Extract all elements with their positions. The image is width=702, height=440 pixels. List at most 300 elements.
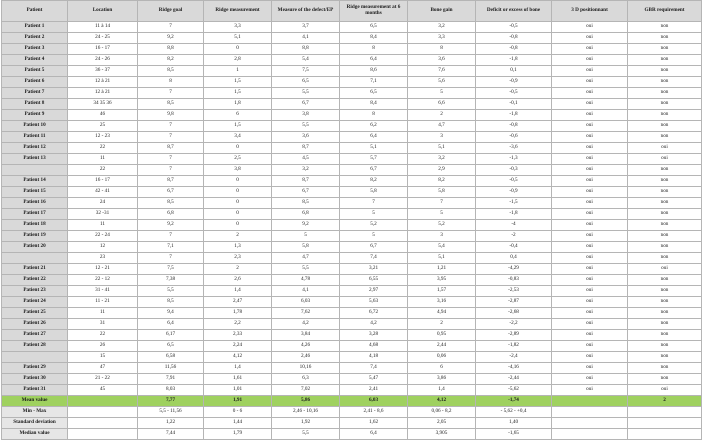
cell-deficit-excess: 0,4	[476, 253, 552, 264]
table-row	[2, 55, 702, 66]
cell-ridge-measurement: 1,44	[204, 418, 272, 429]
cell-ridge-6-months: 2,41	[340, 385, 408, 396]
cell-deficit-excess: -5,62	[476, 385, 552, 396]
cell-deficit-excess: -2,87	[476, 297, 552, 308]
cell-ridge-measurement: 1,79	[204, 429, 272, 440]
cell-ridge-measurement: 1,91	[204, 396, 272, 407]
header-ridge-6-months: Ridge measurement at 6 months	[340, 1, 408, 22]
cell-location: 22	[68, 143, 138, 154]
cell-3d-positioning: oui	[552, 341, 628, 352]
cell-bone-gain: 1,4	[408, 385, 476, 396]
cell-patient: Mean value	[2, 396, 68, 407]
cell-gbr-requirement: oui	[628, 143, 702, 154]
cell-location: 34 35 36	[68, 99, 138, 110]
cell-deficit-excess: -0,6	[476, 132, 552, 143]
cell-ridge-goal: 7,1	[138, 242, 204, 253]
cell-3d-positioning	[552, 418, 628, 429]
cell-3d-positioning	[552, 396, 628, 407]
cell-ridge-6-months: 8	[340, 110, 408, 121]
table-row	[2, 264, 702, 275]
cell-patient: Patient 29	[2, 363, 68, 374]
cell-deficit-excess: -0,9	[476, 187, 552, 198]
cell-patient: Patient 10	[2, 121, 68, 132]
cell-patient: Patient 20	[2, 242, 68, 253]
cell-gbr-requirement: non	[628, 374, 702, 385]
cell-ridge-goal: 7	[138, 88, 204, 99]
cell-ridge-measurement: 0	[204, 44, 272, 55]
cell-patient: Patient 3	[2, 44, 68, 55]
cell-ridge-6-months: 8	[340, 44, 408, 55]
cell-patient: Patient 30	[2, 374, 68, 385]
cell-deficit-excess: -2,44	[476, 374, 552, 385]
cell-deficit-excess: -1,82	[476, 341, 552, 352]
table-row	[2, 220, 702, 231]
cell-deficit-excess: -0,9	[476, 77, 552, 88]
cell-ridge-goal: 7,91	[138, 374, 204, 385]
cell-bone-gain: 4,7	[408, 121, 476, 132]
table-row	[2, 22, 702, 33]
cell-bone-gain: 0,06 - 8,2	[408, 407, 476, 418]
cell-bone-gain: 1,21	[408, 264, 476, 275]
cell-gbr-requirement: non	[628, 297, 702, 308]
cell-ridge-6-months: 5,47	[340, 374, 408, 385]
cell-deficit-excess: -4,16	[476, 363, 552, 374]
cell-3d-positioning: oui	[552, 363, 628, 374]
cell-deficit-excess: -1,8	[476, 110, 552, 121]
cell-defect-measure: 6,3	[272, 374, 340, 385]
cell-ridge-measurement: 0	[204, 187, 272, 198]
header-gbr-requirement: GBR requirement	[628, 1, 702, 22]
cell-patient: Patient 26	[2, 319, 68, 330]
cell-defect-measure: 8,5	[272, 198, 340, 209]
cell-patient: Patient 19	[2, 231, 68, 242]
cell-defect-measure: 1,92	[272, 418, 340, 429]
cell-location: 16 - 17	[68, 44, 138, 55]
cell-bone-gain: 5,1	[408, 143, 476, 154]
cell-ridge-measurement: 1,01	[204, 385, 272, 396]
cell-3d-positioning: oui	[552, 198, 628, 209]
cell-gbr-requirement	[628, 429, 702, 440]
cell-bone-gain: 3,86	[408, 374, 476, 385]
cell-ridge-goal: 9,4	[138, 308, 204, 319]
cell-3d-positioning	[552, 429, 628, 440]
cell-ridge-6-months: 6,4	[340, 429, 408, 440]
cell-gbr-requirement: non	[628, 110, 702, 121]
cell-patient: Patient 14	[2, 176, 68, 187]
cell-patient	[2, 165, 68, 176]
cell-3d-positioning: oui	[552, 385, 628, 396]
cell-3d-positioning: oui	[552, 143, 628, 154]
cell-3d-positioning	[552, 407, 628, 418]
cell-deficit-excess: -0,8	[476, 33, 552, 44]
cell-defect-measure: 8,7	[272, 143, 340, 154]
cell-location: 11 - 21	[68, 297, 138, 308]
cell-location: 21 - 22	[68, 374, 138, 385]
cell-defect-measure: 5,5	[272, 88, 340, 99]
table-row	[2, 341, 702, 352]
cell-bone-gain: 3,2	[408, 154, 476, 165]
cell-deficit-excess: -0,5	[476, 22, 552, 33]
cell-3d-positioning: oui	[552, 187, 628, 198]
cell-3d-positioning: oui	[552, 242, 628, 253]
cell-defect-measure: 3,84	[272, 330, 340, 341]
cell-gbr-requirement: non	[628, 44, 702, 55]
cell-gbr-requirement: non	[628, 363, 702, 374]
cell-bone-gain: 8,2	[408, 176, 476, 187]
cell-defect-measure: 7,62	[272, 308, 340, 319]
cell-ridge-6-months: 5,8	[340, 187, 408, 198]
cell-ridge-measurement: 2,47	[204, 297, 272, 308]
cell-patient: Patient 11	[2, 132, 68, 143]
cell-patient: Patient 24	[2, 297, 68, 308]
cell-ridge-goal: 7,5	[138, 264, 204, 275]
cell-ridge-6-months: 7,4	[340, 253, 408, 264]
cell-ridge-6-months: 5,7	[340, 154, 408, 165]
cell-ridge-goal: 7	[138, 121, 204, 132]
cell-ridge-measurement: 1,5	[204, 88, 272, 99]
cell-defect-measure: 10,16	[272, 363, 340, 374]
cell-patient	[2, 352, 68, 363]
cell-defect-measure: 6,03	[272, 297, 340, 308]
cell-deficit-excess: -1,65	[476, 429, 552, 440]
cell-ridge-6-months: 5,2	[340, 220, 408, 231]
cell-location: 12 - 21	[68, 264, 138, 275]
cell-ridge-6-months: 4,68	[340, 341, 408, 352]
cell-ridge-goal: 7	[138, 253, 204, 264]
cell-bone-gain: 5,8	[408, 187, 476, 198]
patient-results-table	[1, 0, 702, 440]
cell-ridge-goal: 8,5	[138, 297, 204, 308]
cell-ridge-6-months: 8,6	[340, 66, 408, 77]
cell-bone-gain: 2,9	[408, 165, 476, 176]
cell-patient: Patient 23	[2, 286, 68, 297]
cell-ridge-measurement: 0	[204, 220, 272, 231]
cell-gbr-requirement: non	[628, 176, 702, 187]
cell-patient: Min - Max	[2, 407, 68, 418]
cell-ridge-6-months: 4,18	[340, 352, 408, 363]
cell-gbr-requirement: non	[628, 253, 702, 264]
cell-location: 12	[68, 242, 138, 253]
cell-location: 24 - 26	[68, 55, 138, 66]
cell-gbr-requirement: non	[628, 352, 702, 363]
table-row	[2, 253, 702, 264]
cell-ridge-measurement: 2,3	[204, 253, 272, 264]
cell-defect-measure: 7,5	[272, 66, 340, 77]
cell-patient: Standard deviation	[2, 418, 68, 429]
cell-location: 12 à 21	[68, 77, 138, 88]
table-row	[2, 88, 702, 99]
header-bone-gain: Bone gain	[408, 1, 476, 22]
cell-ridge-6-months: 5	[340, 231, 408, 242]
table-row	[2, 110, 702, 121]
cell-ridge-measurement: 2,5	[204, 154, 272, 165]
cell-defect-measure: 9,2	[272, 220, 340, 231]
header-deficit-excess: Deficit or excess of bone	[476, 1, 552, 22]
cell-ridge-measurement: 1,4	[204, 286, 272, 297]
cell-gbr-requirement: non	[628, 198, 702, 209]
cell-gbr-requirement: non	[628, 275, 702, 286]
cell-patient: Patient 16	[2, 198, 68, 209]
cell-ridge-6-months: 8,2	[340, 176, 408, 187]
cell-ridge-6-months: 3,28	[340, 330, 408, 341]
cell-ridge-measurement: 0	[204, 176, 272, 187]
cell-location: 25	[68, 121, 138, 132]
cell-ridge-measurement: 6	[204, 110, 272, 121]
table-row	[2, 286, 702, 297]
cell-gbr-requirement: oui	[628, 264, 702, 275]
cell-bone-gain: 2	[408, 319, 476, 330]
cell-deficit-excess: -0,3	[476, 165, 552, 176]
cell-defect-measure: 8,7	[272, 176, 340, 187]
cell-deficit-excess: -0,4	[476, 242, 552, 253]
cell-location: 24 - 25	[68, 33, 138, 44]
cell-gbr-requirement: non	[628, 55, 702, 66]
table-row	[2, 363, 702, 374]
cell-ridge-goal: 9,8	[138, 110, 204, 121]
table-row	[2, 176, 702, 187]
cell-bone-gain: 8	[408, 44, 476, 55]
cell-deficit-excess: -2,2	[476, 319, 552, 330]
cell-ridge-goal: 8	[138, 77, 204, 88]
cell-bone-gain: 5	[408, 209, 476, 220]
cell-ridge-measurement: 0 - 6	[204, 407, 272, 418]
cell-ridge-6-months: 1,62	[340, 418, 408, 429]
cell-ridge-6-months: 8,4	[340, 33, 408, 44]
table-row	[2, 143, 702, 154]
cell-defect-measure: 6,7	[272, 99, 340, 110]
cell-ridge-goal: 11,56	[138, 363, 204, 374]
cell-defect-measure: 3,6	[272, 132, 340, 143]
header-ridge-measurement: Ridge measurement	[204, 1, 272, 22]
cell-3d-positioning: oui	[552, 308, 628, 319]
cell-ridge-goal: 9,2	[138, 33, 204, 44]
cell-defect-measure: 3,7	[272, 22, 340, 33]
summary-stat-row	[2, 429, 702, 440]
cell-ridge-measurement: 2,8	[204, 55, 272, 66]
cell-ridge-measurement: 1,5	[204, 77, 272, 88]
cell-patient: Patient 7	[2, 88, 68, 99]
cell-ridge-goal: 5,5	[138, 286, 204, 297]
cell-ridge-goal: 6,17	[138, 330, 204, 341]
cell-ridge-measurement: 1,3	[204, 242, 272, 253]
cell-ridge-6-months: 4,2	[340, 319, 408, 330]
cell-ridge-goal: 7,44	[138, 429, 204, 440]
cell-bone-gain: 3,3	[408, 33, 476, 44]
cell-bone-gain: 3	[408, 231, 476, 242]
cell-ridge-goal: 8,5	[138, 66, 204, 77]
cell-3d-positioning: oui	[552, 330, 628, 341]
cell-ridge-measurement: 3,8	[204, 165, 272, 176]
cell-ridge-6-months: 6,7	[340, 165, 408, 176]
table-row	[2, 308, 702, 319]
cell-gbr-requirement: non	[628, 88, 702, 99]
cell-ridge-measurement: 1,5	[204, 121, 272, 132]
cell-ridge-goal: 7,77	[138, 396, 204, 407]
cell-bone-gain: 5,4	[408, 242, 476, 253]
cell-defect-measure: 5,5	[272, 121, 340, 132]
cell-bone-gain: 1,57	[408, 286, 476, 297]
cell-bone-gain: 3,16	[408, 297, 476, 308]
cell-gbr-requirement: non	[628, 121, 702, 132]
table-row	[2, 385, 702, 396]
cell-patient: Patient 5	[2, 66, 68, 77]
cell-ridge-6-months: 5	[340, 209, 408, 220]
cell-defect-measure: 5,86	[272, 396, 340, 407]
cell-ridge-measurement: 1,8	[204, 99, 272, 110]
cell-ridge-measurement: 1,4	[204, 363, 272, 374]
cell-patient: Patient 6	[2, 77, 68, 88]
cell-ridge-goal: 9,2	[138, 220, 204, 231]
cell-location	[68, 407, 138, 418]
cell-deficit-excess: -2,89	[476, 330, 552, 341]
cell-patient: Patient 8	[2, 99, 68, 110]
cell-patient: Patient 22	[2, 275, 68, 286]
cell-ridge-measurement: 5,1	[204, 33, 272, 44]
table-row	[2, 132, 702, 143]
cell-ridge-measurement: 3,3	[204, 22, 272, 33]
cell-bone-gain: 5	[408, 88, 476, 99]
cell-gbr-requirement: non	[628, 132, 702, 143]
cell-defect-measure: 5,8	[272, 242, 340, 253]
cell-patient: Patient 28	[2, 341, 68, 352]
cell-ridge-6-months: 2,97	[340, 286, 408, 297]
cell-ridge-goal: 8,7	[138, 176, 204, 187]
cell-ridge-6-months: 2,41 - 8,6	[340, 407, 408, 418]
cell-location: 36 - 37	[68, 66, 138, 77]
cell-defect-measure: 2,46 - 10,16	[272, 407, 340, 418]
cell-defect-measure: 6,7	[272, 187, 340, 198]
cell-defect-measure: 4,78	[272, 275, 340, 286]
cell-location: 22 - 12	[68, 275, 138, 286]
cell-bone-gain: 4,94	[408, 308, 476, 319]
cell-location	[68, 396, 138, 407]
cell-3d-positioning: oui	[552, 286, 628, 297]
cell-ridge-goal: 8,5	[138, 99, 204, 110]
cell-ridge-6-months: 6,4	[340, 132, 408, 143]
cell-patient: Patient 9	[2, 110, 68, 121]
cell-location: 11	[68, 308, 138, 319]
cell-gbr-requirement: non	[628, 308, 702, 319]
table-row	[2, 374, 702, 385]
cell-defect-measure: 4,2	[272, 319, 340, 330]
cell-gbr-requirement: non	[628, 330, 702, 341]
cell-ridge-measurement: 1	[204, 66, 272, 77]
table-row	[2, 242, 702, 253]
table-row	[2, 231, 702, 242]
cell-deficit-excess: -0,5	[476, 176, 552, 187]
cell-deficit-excess: 1,40	[476, 418, 552, 429]
cell-location: 23	[68, 253, 138, 264]
cell-location: 45	[68, 385, 138, 396]
cell-patient: Patient 27	[2, 330, 68, 341]
cell-bone-gain: 3,6	[408, 55, 476, 66]
cell-defect-measure: 4,26	[272, 341, 340, 352]
cell-location: 22 - 24	[68, 231, 138, 242]
cell-location: 47	[68, 363, 138, 374]
cell-location: 15	[68, 352, 138, 363]
cell-deficit-excess: -2,4	[476, 352, 552, 363]
summary-stat-row	[2, 407, 702, 418]
cell-ridge-goal: 5,5 - 11,56	[138, 407, 204, 418]
cell-patient: Patient 1	[2, 22, 68, 33]
cell-ridge-6-months: 6,55	[340, 275, 408, 286]
cell-patient: Patient 18	[2, 220, 68, 231]
cell-patient: Patient 12	[2, 143, 68, 154]
cell-ridge-measurement: 0	[204, 209, 272, 220]
cell-ridge-goal: 7	[138, 132, 204, 143]
table-row	[2, 77, 702, 88]
cell-3d-positioning: oui	[552, 77, 628, 88]
cell-deficit-excess: -1,8	[476, 209, 552, 220]
cell-gbr-requirement: non	[628, 286, 702, 297]
cell-patient: Patient 13	[2, 154, 68, 165]
table-row	[2, 198, 702, 209]
cell-3d-positioning: oui	[552, 231, 628, 242]
table-row	[2, 330, 702, 341]
cell-ridge-6-months: 6,72	[340, 308, 408, 319]
cell-location: 22	[68, 165, 138, 176]
cell-location: 11	[68, 220, 138, 231]
cell-ridge-6-months: 7,1	[340, 77, 408, 88]
cell-ridge-measurement: 1,78	[204, 308, 272, 319]
cell-ridge-measurement: 2,2	[204, 319, 272, 330]
cell-ridge-measurement: 2	[204, 264, 272, 275]
cell-bone-gain: 4,12	[408, 396, 476, 407]
table-row	[2, 99, 702, 110]
cell-ridge-goal: 7,38	[138, 275, 204, 286]
cell-3d-positioning: oui	[552, 99, 628, 110]
cell-location: 12 à 21	[68, 88, 138, 99]
cell-location: 12 - 23	[68, 132, 138, 143]
cell-ridge-goal: 8,2	[138, 55, 204, 66]
cell-ridge-goal: 6,5	[138, 341, 204, 352]
cell-3d-positioning: oui	[552, 110, 628, 121]
cell-location	[68, 418, 138, 429]
cell-defect-measure: 3,2	[272, 165, 340, 176]
cell-gbr-requirement: non	[628, 33, 702, 44]
table-row	[2, 165, 702, 176]
cell-3d-positioning: oui	[552, 253, 628, 264]
cell-deficit-excess: -0,8	[476, 44, 552, 55]
cell-location	[68, 429, 138, 440]
cell-defect-measure: 5,4	[272, 55, 340, 66]
cell-3d-positioning: oui	[552, 66, 628, 77]
cell-deficit-excess: -0,8	[476, 121, 552, 132]
cell-gbr-requirement: non	[628, 319, 702, 330]
cell-bone-gain: 3	[408, 132, 476, 143]
cell-defect-measure: 5,5	[272, 429, 340, 440]
cell-bone-gain: 6,6	[408, 99, 476, 110]
cell-3d-positioning: oui	[552, 55, 628, 66]
cell-ridge-6-months: 6,2	[340, 121, 408, 132]
cell-ridge-6-months: 6,03	[340, 396, 408, 407]
cell-ridge-6-months: 6,5	[340, 22, 408, 33]
cell-ridge-6-months: 5,1	[340, 143, 408, 154]
cell-defect-measure: 8,8	[272, 44, 340, 55]
cell-ridge-goal: 6,4	[138, 319, 204, 330]
cell-patient	[2, 253, 68, 264]
cell-bone-gain: 2,44	[408, 341, 476, 352]
cell-bone-gain: 3,905	[408, 429, 476, 440]
cell-location: 22	[68, 330, 138, 341]
cell-gbr-requirement	[628, 418, 702, 429]
header-ridge-goal: Ridge goal	[138, 1, 204, 22]
cell-deficit-excess: 0,1	[476, 66, 552, 77]
cell-ridge-goal: 8,5	[138, 198, 204, 209]
cell-ridge-6-months: 6,7	[340, 242, 408, 253]
cell-ridge-6-months: 6,4	[340, 55, 408, 66]
cell-location: 11 à 14	[68, 22, 138, 33]
